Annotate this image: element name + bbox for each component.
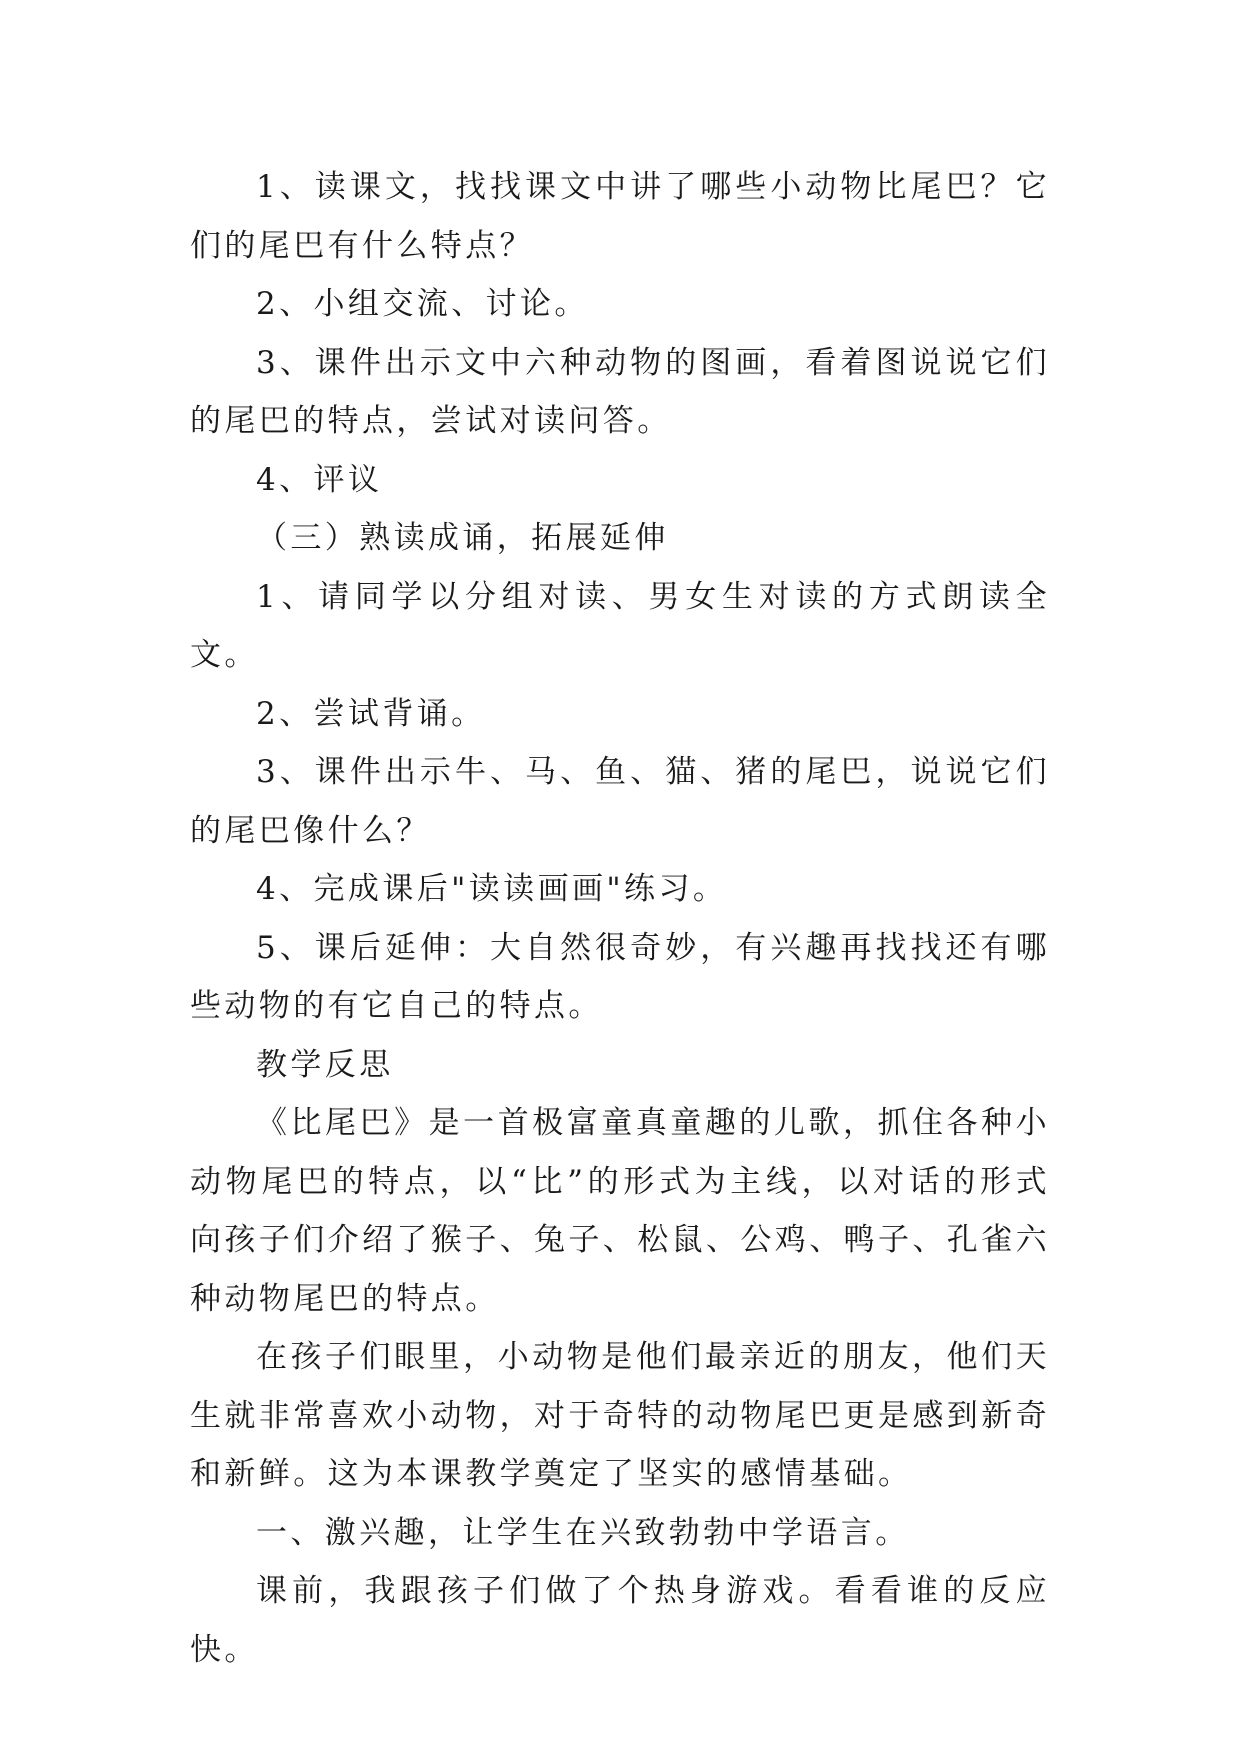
paragraph-recite-1: 1、请同学以分组对读、男女生对读的方式朗读全文。 [190,578,1050,673]
paragraph-step-1-read: 1、读课文，找找课文中讲了哪些小动物比尾巴？它们的尾巴有什么特点？ [190,169,1050,264]
paragraph-reflection-4: 课前，我跟孩子们做了个热身游戏。看看谁的反应快。 [190,1573,1050,1668]
section-heading-three: （三）熟读成诵，拓展延伸 [256,520,669,556]
paragraph-recite-3: 3、课件出示牛、马、鱼、猫、猪的尾巴，说说它们的尾巴像什么？ [190,754,1050,849]
paragraph-recite-5: 5、课后延伸：大自然很奇妙，有兴趣再找找还有哪些动物的有它自己的特点。 [190,929,1050,1024]
document-page [190,158,1050,1679]
paragraph-step-2-discuss: 2、小组交流、讨论。 [256,286,589,322]
paragraph-recite-4: 4、完成课后"读读画画"练习。 [256,871,728,907]
paragraph-recite-2: 2、尝试背诵。 [256,695,486,732]
paragraph-reflection-2: 在孩子们眼里，小动物是他们最亲近的朋友，他们天生就非常喜欢小动物，对于奇特的动物尾巴更是感到新奇和新鲜。这为本课教学奠定了坚实的感情基础。 [190,1339,1050,1492]
paragraph-reflection-3: 一、激兴趣，让学生在兴致勃勃中学语言。 [256,1514,910,1551]
paragraph-reflection-1: 《比尾巴》是一首极富童真童趣的儿歌，抓住各种小动物尾巴的特点，以“比”的形式为主线，以对话的形式向孩子们介绍了猴子、兔子、松鼠、公鸡、鸭子、孔雀六种动物尾巴的特点。 [190,1105,1050,1317]
paragraph-step-4-review: 4、评议 [256,461,383,498]
heading-teaching-reflection: 教学反思 [256,1046,394,1083]
paragraph-step-3-courseware: 3、课件出示文中六种动物的图画，看着图说说它们的尾巴的特点，尝试对读问答。 [190,344,1050,439]
